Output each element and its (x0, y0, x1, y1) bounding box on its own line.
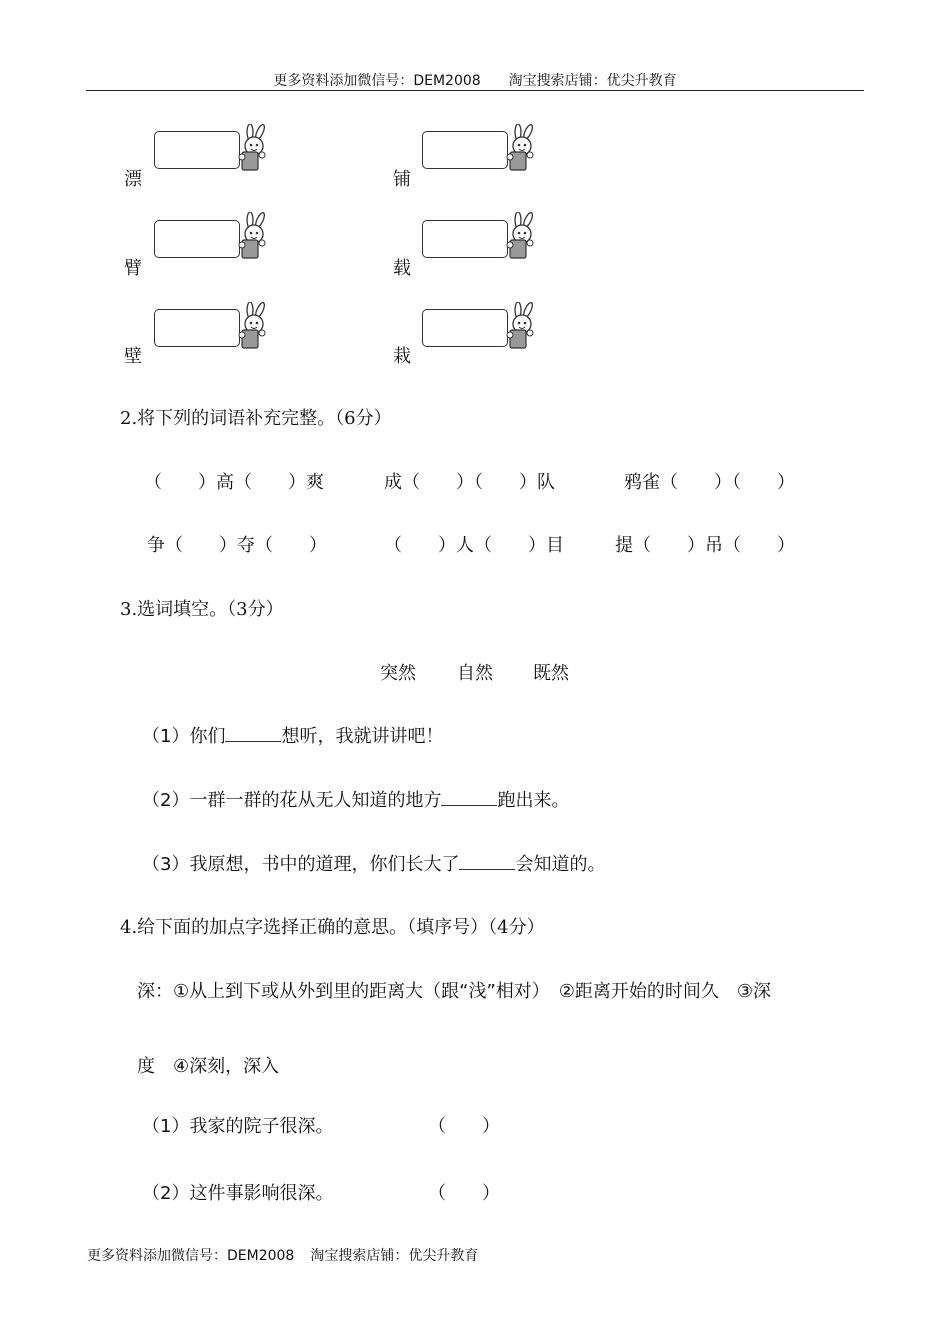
q3-sentence-3 (142, 850, 605, 876)
q4-item-1: （1）我家的院子很深。 (142, 1116, 334, 1137)
q1-char: 臂 (124, 258, 142, 279)
q4-answer-paren[interactable]: （ ） (428, 1116, 500, 1137)
q1-answer-box[interactable] (422, 131, 508, 169)
q2-phrase: （ ）人（ ）目 (384, 535, 564, 556)
q3-sentence-1 (142, 722, 443, 748)
page-header (0, 70, 950, 90)
q1-answer-box[interactable] (154, 131, 240, 169)
bunny-icon (236, 124, 270, 172)
footer-shop: 淘宝搜索店铺：优尖升教育 (310, 1248, 479, 1264)
q3-choice: 突然 (380, 663, 416, 684)
q3-choice: 自然 (457, 663, 493, 684)
q2-phrase: 鸦雀（ ）（ ） (624, 472, 795, 493)
q3-sentence-2 (142, 786, 569, 812)
header-wechat: 更多资料添加微信号：DEM2008 (273, 73, 481, 89)
q4-definition-line2: 度 ④深刻，深入 (137, 1056, 280, 1077)
header-shop: 淘宝搜索店铺：优尖升教育 (508, 73, 677, 89)
bunny-icon (236, 302, 270, 350)
q4-item-2: （2）这件事影响很深。 (142, 1183, 334, 1204)
q3-s3-post: 会知道的。 (515, 854, 606, 875)
q1-char: 栽 (393, 346, 411, 367)
bunny-icon (236, 212, 270, 260)
q1-answer-box[interactable] (154, 309, 240, 347)
q2-title: 2.将下列的词语补充完整。（6分） (120, 408, 392, 429)
q4-title: 4.给下面的加点字选择正确的意思。（填序号）（4分） (120, 917, 545, 938)
q2-phrase: （ ）高（ ）爽 (144, 472, 324, 493)
q1-answer-box[interactable] (154, 220, 240, 258)
footer-wechat: 更多资料添加微信号：DEM2008 (87, 1248, 295, 1264)
bunny-icon (504, 124, 538, 172)
q3-blank[interactable] (459, 853, 515, 870)
q2-phrase: 成（ ）（ ）队 (384, 472, 555, 493)
q3-s2-pre: （2）一群一群的花从无人知道的地方 (142, 790, 442, 811)
q3-title: 3.选词填空。（3分） (120, 599, 284, 620)
page-footer (87, 1245, 478, 1265)
q2-phrase: 提（ ）吊（ ） (615, 535, 795, 556)
q3-s1-pre: （1）你们 (142, 726, 226, 747)
q2-phrase: 争（ ）夺（ ） (147, 535, 327, 556)
q1-char: 铺 (393, 169, 411, 190)
bunny-icon (504, 302, 538, 350)
q3-s2-post: 跑出来。 (497, 790, 570, 811)
q4-answer-paren[interactable]: （ ） (428, 1183, 500, 1204)
q1-answer-box[interactable] (422, 220, 508, 258)
q1-answer-box[interactable] (422, 309, 508, 347)
header-rule (86, 90, 864, 91)
q3-choice: 既然 (533, 663, 569, 684)
q1-char: 漂 (124, 169, 142, 190)
q1-char: 壁 (124, 346, 142, 367)
q3-s1-post: 想听，我就讲讲吧！ (281, 726, 444, 747)
bunny-icon (504, 212, 538, 260)
q4-definition-line1: 深：①从上到下或从外到里的距离大（跟“浅”相对） ②距离开始的时间久 ③深 (137, 981, 772, 1002)
q1-char: 载 (393, 258, 411, 279)
q3-blank[interactable] (441, 789, 497, 806)
q3-blank[interactable] (225, 725, 281, 742)
q3-s3-pre: （3）我原想，书中的道理，你们长大了 (142, 854, 460, 875)
